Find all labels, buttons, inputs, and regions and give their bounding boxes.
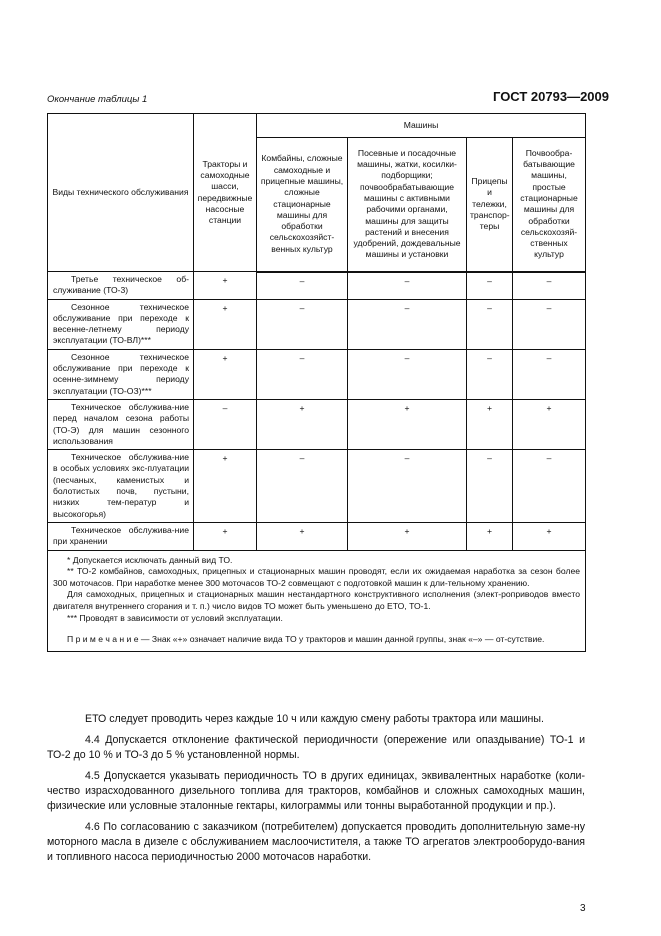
table-row: [48, 399, 586, 449]
row-value: –: [257, 272, 348, 300]
row-name: Техническое обслужива-ние при хранении: [48, 522, 194, 550]
table-notes: [48, 550, 586, 651]
row-value: +: [257, 522, 348, 550]
footnote: *** Проводят в зависимости от условий эксплуатации.: [67, 612, 283, 623]
row-value: +: [194, 272, 257, 300]
body-text: [47, 712, 585, 871]
row-value: –: [194, 399, 257, 449]
row-name: Сезонное техническое обслуживание при переходе к осенне-зимнему периоду эксплуатации (ТО-ОЗ)***: [48, 349, 194, 399]
paragraph: ЕТО следует проводить через каждые 10 ч или каждую смену работы трактора или машины.: [85, 713, 544, 725]
paragraph: 4.5 Допускается указывать периодичность ТО в других единицах, эквивалентных наработке (коли-чество израсходованного дизельного топлива для тракторов, комбайнов и сложных самоходных машин, физические или условные эталонные гектары, килограммы или тонны выработанной продукции и пр.).: [47, 770, 585, 812]
row-value: +: [467, 399, 513, 449]
row-value: –: [348, 450, 467, 523]
row-value: –: [467, 272, 513, 300]
page-number: 3: [580, 903, 586, 914]
maintenance-table: [47, 113, 586, 652]
row-value: –: [348, 299, 467, 349]
header-type: Виды технического обслуживания: [48, 114, 194, 272]
row-value: –: [513, 349, 586, 399]
row-value: –: [257, 299, 348, 349]
row-value: +: [513, 522, 586, 550]
table-row: [48, 522, 586, 550]
paragraph: 4.6 По согласованию с заказчиком (потребителем) допускается проводить дополнительную заме-ну моторного масла в дизеле с обслуживанием маслоочистителя, а также ТО агрегатов электрооборудо-вания и топливного насоса периодичностью 2000 моточасов наработки.: [47, 821, 585, 863]
row-value: +: [348, 399, 467, 449]
row-value: +: [257, 399, 348, 449]
standard-number: ГОСТ 20793—2009: [493, 89, 609, 104]
row-value: –: [513, 299, 586, 349]
row-value: –: [467, 450, 513, 523]
row-value: –: [348, 272, 467, 300]
row-value: +: [194, 299, 257, 349]
header-seeders: Посевные и посадочные машины, жатки, косилки-подборщики; почвообрабатывающие машины с активными рабочими органами, машины для защиты растений и внесения удобрений, дождевальные машины и установки: [348, 138, 467, 272]
header-machines: Машины: [257, 114, 586, 138]
row-name: Техническое обслужива-ние в особых условиях экс-плуатации (песчаных, каменистых и болотистых почв, пустыни, низких тем-ператур и высокогорья): [48, 450, 194, 523]
row-name: Техническое обслужива-ние перед началом сезона работы (ТО-Э) для машин сезонного использования: [48, 399, 194, 449]
row-value: –: [467, 299, 513, 349]
row-value: +: [194, 522, 257, 550]
table-caption: Окончание таблицы 1: [47, 94, 148, 105]
row-value: –: [513, 450, 586, 523]
row-value: –: [257, 450, 348, 523]
row-value: +: [194, 349, 257, 399]
header-tillage: Почвообра-батывающие машины, простые стационарные машины для обработки сельскохозяй-ственных культур: [513, 138, 586, 272]
table-note: П р и м е ч а н и е — Знак «+» означает наличие вида ТО у тракторов и машин данной группы, знак «–» — от-сутствие.: [67, 634, 545, 645]
header-tractors: Тракторы и самоходные шасси, передвижные насосные станции: [194, 114, 257, 272]
table-row: [48, 299, 586, 349]
row-value: –: [467, 349, 513, 399]
row-value: +: [467, 522, 513, 550]
row-value: –: [257, 349, 348, 399]
row-value: +: [348, 522, 467, 550]
row-name: Сезонное техническое обслуживание при переходе к весенне-летнему периоду эксплуатации (ТО-ВЛ)***: [48, 299, 194, 349]
footnote: * Допускается исключать данный вид ТО.: [67, 554, 233, 565]
row-value: –: [348, 349, 467, 399]
header-combines: Комбайны, сложные самоходные и прицепные машины, сложные стационарные машины для обработки сельскохозяйст-венных культур: [257, 138, 348, 272]
table-row: [48, 349, 586, 399]
footnote: Для самоходных, прицепных и стационарных машин нестандартного конструктивного исполнения (элект-роприводов вместо двигателя внутреннего сгорания и т. п.) число видов ТО может быть уменьшено до ЕТО, ТО-1.: [53, 589, 581, 611]
paragraph: 4.4 Допускается отклонение фактической периодичности (опережение или опаздывание) ТО-1 и ТО-2 до 10 % и ТО-3 до 5 % установленной нормы.: [47, 734, 585, 761]
row-name: Третье техническое об-служивание (ТО-3): [48, 272, 194, 300]
table-row: [48, 450, 586, 523]
row-value: +: [194, 450, 257, 523]
row-value: +: [513, 399, 586, 449]
footnote: ** ТО-2 комбайнов, самоходных, прицепных и стационарных машин проводят, если их ожидаемая наработка за сезон более 300 моточасов. При наработке менее 300 моточасов ТО-2 совмещают с подготовкой машин к дли-тельному хранению.: [53, 566, 581, 588]
header-trailers: Прицепы и тележки, транспор-теры: [467, 138, 513, 272]
table-row: [48, 272, 586, 300]
row-value: –: [513, 272, 586, 300]
